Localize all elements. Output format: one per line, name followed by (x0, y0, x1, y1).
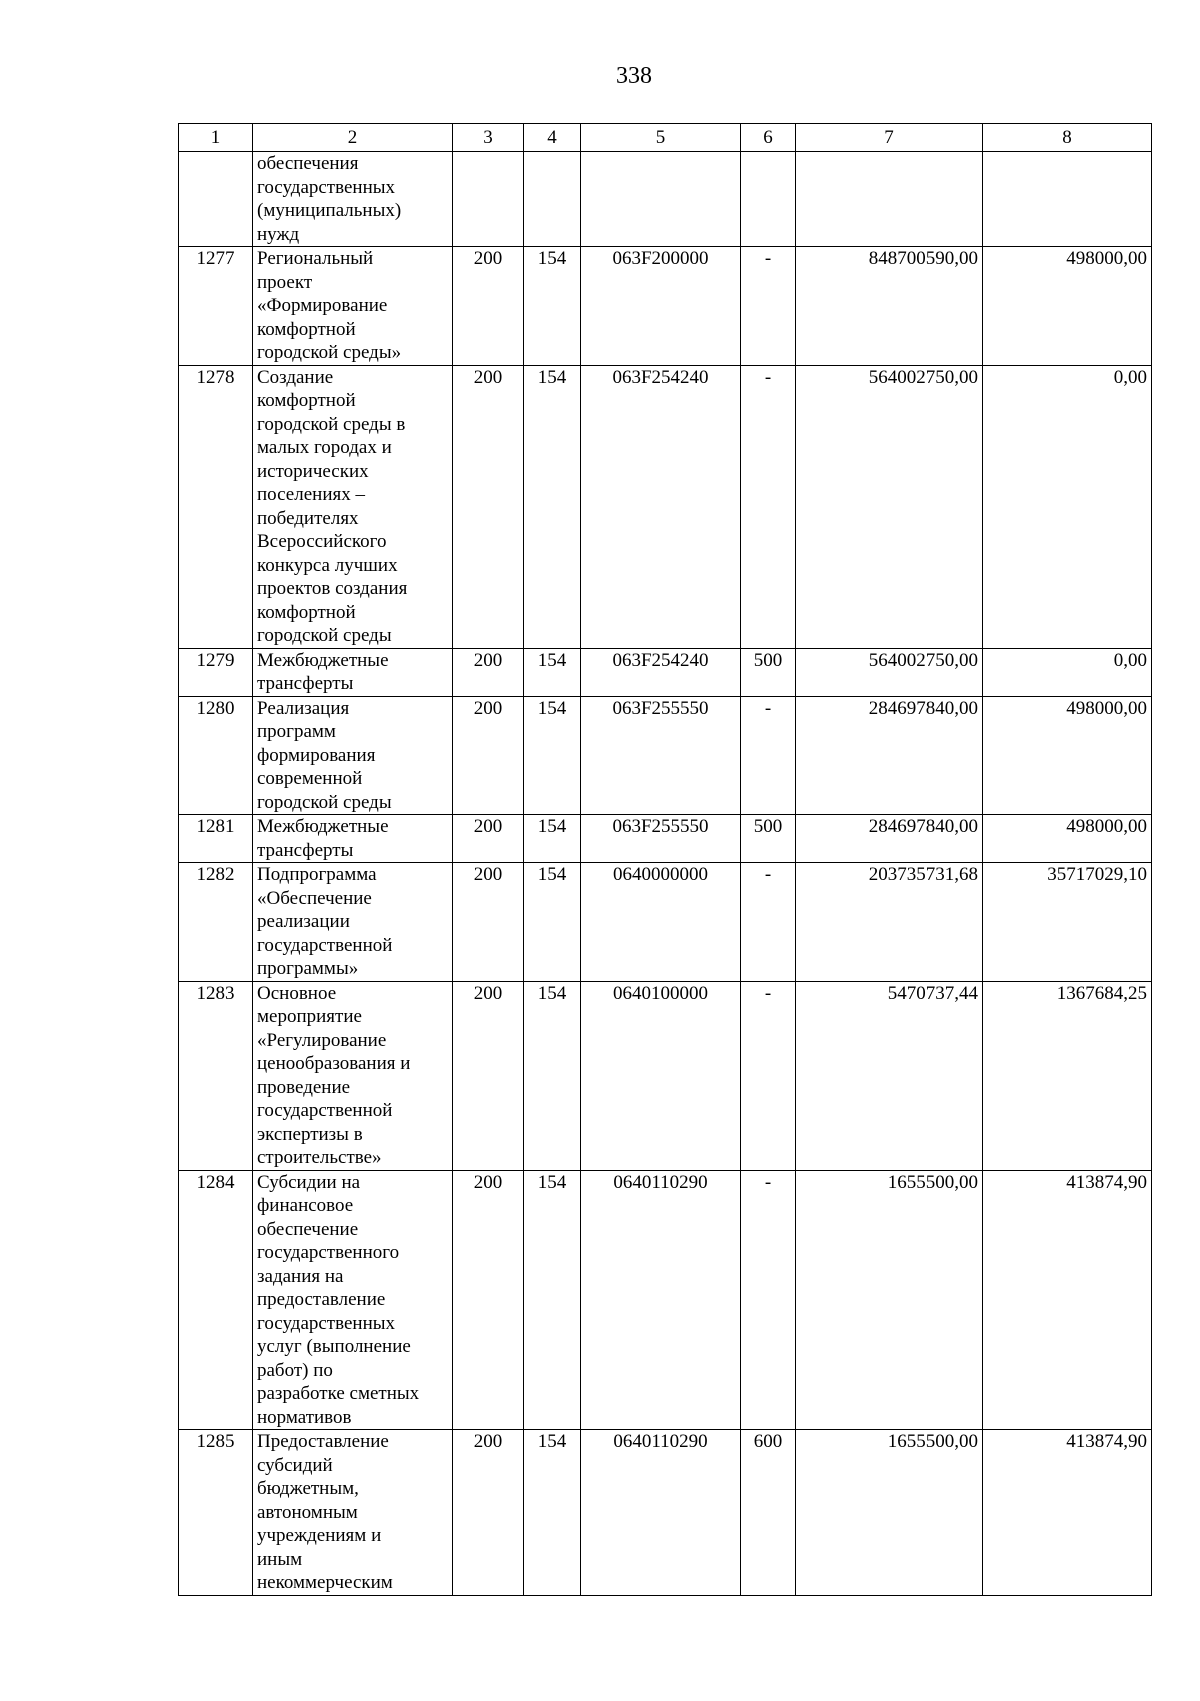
cell-col7: 284697840,00 (796, 815, 983, 863)
cell-col8 (983, 152, 1152, 247)
cell-col3: 200 (453, 696, 524, 815)
cell-col5: 0640000000 (581, 863, 741, 982)
row-name-text: Реализация программ формирования современной городской среды (257, 697, 392, 813)
page-number: 338 (616, 63, 652, 89)
table-row (179, 247, 1152, 366)
cell-col3: 200 (453, 815, 524, 863)
cell-col8: 413874,90 (983, 1170, 1152, 1430)
cell-col4 (524, 152, 581, 247)
table-row (179, 863, 1152, 982)
cell-col3: 200 (453, 247, 524, 366)
budget-table (178, 123, 1152, 1596)
cell-col5: 063F254240 (581, 365, 741, 648)
table-row (179, 696, 1152, 815)
row-number: 1285 (179, 1430, 253, 1596)
cell-col7: 564002750,00 (796, 648, 983, 696)
cell-col5: 063F255550 (581, 696, 741, 815)
row-number: 1283 (179, 981, 253, 1170)
cell-col5 (581, 152, 741, 247)
cell-col8: 498000,00 (983, 815, 1152, 863)
cell-col4: 154 (524, 1430, 581, 1596)
column-header: 7 (796, 124, 983, 152)
cell-col3: 200 (453, 1170, 524, 1430)
row-number (179, 152, 253, 247)
cell-col6: - (741, 1170, 796, 1430)
cell-col4: 154 (524, 365, 581, 648)
cell-col6: - (741, 247, 796, 366)
cell-col8: 1367684,25 (983, 981, 1152, 1170)
table-row (179, 152, 1152, 247)
row-name-text: Предоставление субсидий бюджетным, автономным учреждениям и иным некоммерческим (257, 1431, 393, 1593)
cell-col6: 500 (741, 815, 796, 863)
row-name (253, 981, 453, 1170)
table-header-row (179, 124, 1152, 152)
row-number: 1278 (179, 365, 253, 648)
cell-col5: 063F254240 (581, 648, 741, 696)
column-header: 2 (253, 124, 453, 152)
cell-col8: 0,00 (983, 648, 1152, 696)
row-number: 1277 (179, 247, 253, 366)
cell-col3 (453, 152, 524, 247)
row-name (253, 648, 453, 696)
column-header: 5 (581, 124, 741, 152)
cell-col8: 413874,90 (983, 1430, 1152, 1596)
cell-col4: 154 (524, 981, 581, 1170)
cell-col6: 600 (741, 1430, 796, 1596)
table-row (179, 648, 1152, 696)
row-name (253, 365, 453, 648)
cell-col7: 564002750,00 (796, 365, 983, 648)
cell-col5: 0640100000 (581, 981, 741, 1170)
cell-col6: - (741, 863, 796, 982)
cell-col7: 1655500,00 (796, 1170, 983, 1430)
row-name-text: Подпрограмма «Обеспечение реализации государственной программы» (257, 864, 393, 979)
cell-col4: 154 (524, 648, 581, 696)
row-name-text: Межбюджетные трансферты (257, 649, 389, 694)
cell-col8: 498000,00 (983, 696, 1152, 815)
cell-col3: 200 (453, 981, 524, 1170)
cell-col8: 35717029,10 (983, 863, 1152, 982)
cell-col7: 1655500,00 (796, 1430, 983, 1596)
cell-col3: 200 (453, 1430, 524, 1596)
column-header: 6 (741, 124, 796, 152)
cell-col7: 203735731,68 (796, 863, 983, 982)
row-name-text: Создание комфортной городской среды в малых городах и исторических поселениях – победителях Всероссийского конкурса лучших проектов создания комфортной городской среды (257, 366, 408, 646)
cell-col5: 063F200000 (581, 247, 741, 366)
row-number: 1282 (179, 863, 253, 982)
cell-col6 (741, 152, 796, 247)
row-name (253, 152, 453, 247)
table-row (179, 365, 1152, 648)
row-name-text: обеспечения государственных (муниципальных) нужд (257, 153, 402, 245)
row-number: 1284 (179, 1170, 253, 1430)
cell-col4: 154 (524, 247, 581, 366)
cell-col7 (796, 152, 983, 247)
column-header: 3 (453, 124, 524, 152)
column-header: 8 (983, 124, 1152, 152)
cell-col4: 154 (524, 863, 581, 982)
cell-col5: 0640110290 (581, 1430, 741, 1596)
cell-col4: 154 (524, 696, 581, 815)
cell-col4: 154 (524, 1170, 581, 1430)
cell-col5: 063F255550 (581, 815, 741, 863)
cell-col7: 284697840,00 (796, 696, 983, 815)
cell-col3: 200 (453, 863, 524, 982)
cell-col6: - (741, 696, 796, 815)
table-row (179, 815, 1152, 863)
row-name (253, 1170, 453, 1430)
row-name (253, 1430, 453, 1596)
cell-col6: - (741, 365, 796, 648)
cell-col4: 154 (524, 815, 581, 863)
row-name-text: Субсидии на финансовое обеспечение государственного задания на предоставление государственных услуг (выполнение работ) по разработке сметных нормативов (257, 1171, 420, 1428)
row-number: 1281 (179, 815, 253, 863)
cell-col5: 0640110290 (581, 1170, 741, 1430)
cell-col7: 5470737,44 (796, 981, 983, 1170)
table-row (179, 981, 1152, 1170)
table-row (179, 1170, 1152, 1430)
cell-col8: 498000,00 (983, 247, 1152, 366)
row-name (253, 863, 453, 982)
row-name-text: Межбюджетные трансферты (257, 816, 389, 861)
cell-col3: 200 (453, 365, 524, 648)
cell-col3: 200 (453, 648, 524, 696)
cell-col8: 0,00 (983, 365, 1152, 648)
row-name-text: Региональный проект «Формирование комфортной городской среды» (257, 248, 402, 363)
table-row (179, 1430, 1152, 1596)
row-name (253, 247, 453, 366)
column-header: 1 (179, 124, 253, 152)
row-number: 1279 (179, 648, 253, 696)
row-number: 1280 (179, 696, 253, 815)
cell-col6: - (741, 981, 796, 1170)
row-name-text: Основное мероприятие «Регулирование ценообразования и проведение государственной экспертизы в строительстве» (257, 982, 411, 1168)
column-header: 4 (524, 124, 581, 152)
row-name (253, 696, 453, 815)
row-name (253, 815, 453, 863)
cell-col7: 848700590,00 (796, 247, 983, 366)
cell-col6: 500 (741, 648, 796, 696)
